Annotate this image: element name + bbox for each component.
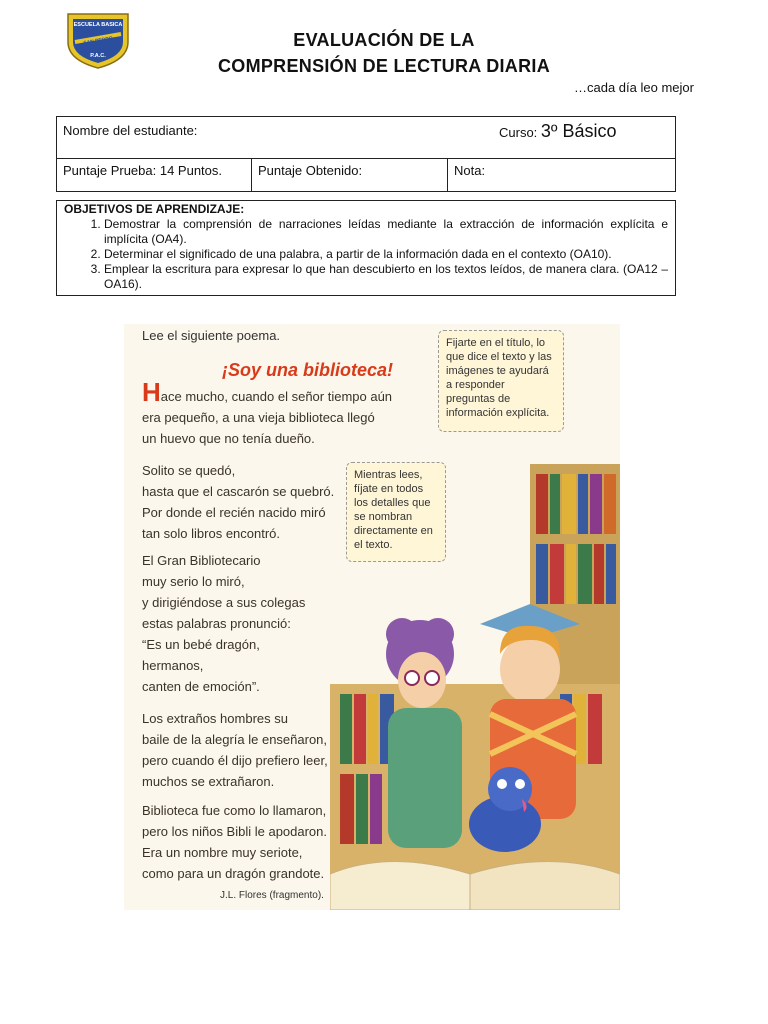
objectives-list [64, 217, 668, 292]
student-name-field[interactable]: Nombre del estudiante: [63, 123, 198, 138]
learning-objectives [56, 200, 676, 296]
objective-item: 3. Emplear la escritura para expresar lo que han descubierto en los textos leídos, de manera clara. (OA12 – OA16). [104, 262, 668, 292]
logo-bottom-text: P.A.C. [90, 53, 106, 59]
poem-title: ¡Soy una biblioteca! [222, 360, 394, 380]
logo-top-text: ESCUELA BASICA [73, 22, 123, 28]
info-row-2 [57, 159, 675, 192]
reading-tip-2: Mientras lees, fíjate en todos los detalles que se nombran directamente en el texto. [346, 462, 446, 562]
page-title-line1: EVALUACIÓN DE LA [293, 30, 475, 50]
objective-item: 2. Determinar el significado de una palabra, a partir de la información dada en el contexto (OA10). [104, 247, 668, 262]
poem-stanza-5: Biblioteca fue como lo llamaron, pero los niños Bibli le apodaron. Era un nombre muy seriote, como para un dragón grandote. [142, 803, 328, 881]
student-info-table [56, 116, 676, 192]
stanza-1-text: ace mucho, cuando el señor tiempo aún era pequeño, a una vieja biblioteca llegó un huevo que no tenía dueño. [142, 389, 393, 446]
poem-stanza-1 [142, 377, 393, 449]
course-label: Curso: [499, 125, 538, 140]
logo-mid-text: SAN PEDRO [83, 35, 114, 47]
objective-item: 1. Demostrar la comprensión de narraciones leídas mediante la extracción de información explícita e implícita (OA4). [104, 217, 668, 247]
poem-dropcap: H [142, 377, 161, 407]
info-row-1 [57, 117, 675, 159]
course-field[interactable] [493, 117, 623, 158]
grade-field[interactable]: Nota: [454, 163, 486, 178]
poem-stanza-3: El Gran Bibliotecario muy serio lo miró, y dirigiéndose a sus colegas estas palabras pronunció: “Es un bebé dragón, hermanos, canten de emoción”. [142, 553, 306, 694]
poem-stanza-2: Solito se quedó, hasta que el cascarón se quebró. Por donde el recién nacido miró tan solo libros encontró. [142, 463, 335, 541]
reading-tip-1: Fijarte en el título, lo que dice el texto y las imágenes te ayudará a responder preguntas de información explícita. [438, 330, 564, 432]
poem-stanza-4: Los extraños hombres su baile de la alegría le enseñaron, pero cuando él dijo prefiero leer, muchos se extrañaron. [142, 711, 328, 789]
poem-credit: J.L. Flores (fragmento). [220, 890, 324, 901]
poem-intro: Lee el siguiente poema. [142, 328, 281, 343]
objectives-heading: OBJETIVOS DE APRENDIZAJE: [64, 202, 245, 216]
poem-page [124, 324, 620, 910]
course-value: 3º Básico [540, 121, 617, 141]
motto: …cada día leo mejor [574, 80, 694, 95]
obtained-score-field[interactable]: Puntaje Obtenido: [258, 163, 363, 178]
page-title-line2: COMPRENSIÓN DE LECTURA DIARIA [217, 56, 551, 76]
test-score-label: Puntaje Prueba: 14 Puntos. [63, 163, 223, 178]
